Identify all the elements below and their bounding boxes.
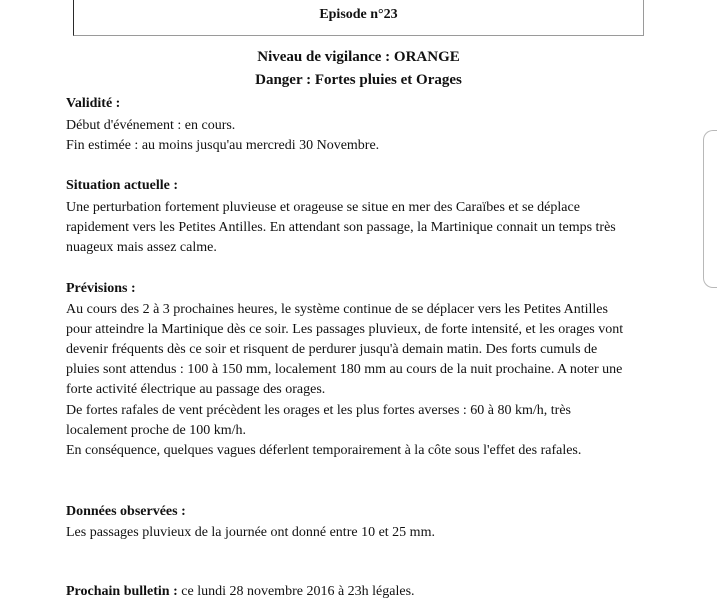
previsions-line: En conséquence, quelques vagues déferlent temporairement à la côte sous l'effet des rafales. [66, 443, 582, 458]
previsions-heading: Prévisions : [66, 281, 136, 296]
previsions-line: forte activité électrique au passage des orages. [66, 382, 326, 397]
next-bulletin-text: ce lundi 28 novembre 2016 à 23h légales. [177, 584, 415, 599]
vigilance-level: Niveau de vigilance : ORANGE [257, 49, 460, 65]
situation-line: Une perturbation fortement pluvieuse et orageuse se situe en mer des Caraïbes et se déplace [66, 200, 580, 215]
previsions-line: De fortes rafales de vent précèdent les orages et les plus fortes averses : 60 à 80 km/h, très [66, 403, 571, 418]
situation-line: nuageux mais assez calme. [66, 240, 217, 255]
next-bulletin-label: Prochain bulletin : [66, 584, 178, 599]
situation-heading: Situation actuelle : [66, 178, 178, 193]
situation-line: rapidement vers les Petites Antilles. En attendant son passage, la Martinique connait un temps très [66, 220, 616, 235]
bulletin-date-line [74, 0, 643, 1]
scrollbar-track[interactable] [703, 130, 717, 288]
previsions-line: devenir fréquents dès ce soir et risquent de perdurer jusqu'à demain matin. Des forts cumuls de [66, 342, 598, 357]
previsions-line: pour atteindre la Martinique dès ce soir. Les passages pluvieux, de forte intensité, et les orages vont [66, 322, 624, 337]
donnees-line: Les passages pluvieux de la journée ont donné entre 10 et 25 mm. [66, 525, 435, 540]
validite-line: Début d'événement : en cours. [66, 118, 236, 133]
previsions-line: Au cours des 2 à 3 prochaines heures, le système continue de se déplacer vers les Petites Antilles [66, 302, 608, 317]
previsions-line: pluies sont attendus : 100 à 150 mm, localement 180 mm au cours de la nuit prochaine. A noter une [66, 362, 623, 377]
episode-number: Episode n°23 [319, 7, 398, 22]
validite-heading: Validité : [66, 96, 121, 111]
bulletin-header-box [73, 0, 644, 36]
donnees-heading: Données observées : [66, 504, 186, 519]
previsions-line: localement proche de 100 km/h. [66, 423, 246, 438]
danger-type: Danger : Fortes pluies et Orages [255, 72, 462, 88]
validite-line: Fin estimée : au moins jusqu'au mercredi 30 Novembre. [66, 138, 380, 153]
next-bulletin [66, 584, 415, 600]
